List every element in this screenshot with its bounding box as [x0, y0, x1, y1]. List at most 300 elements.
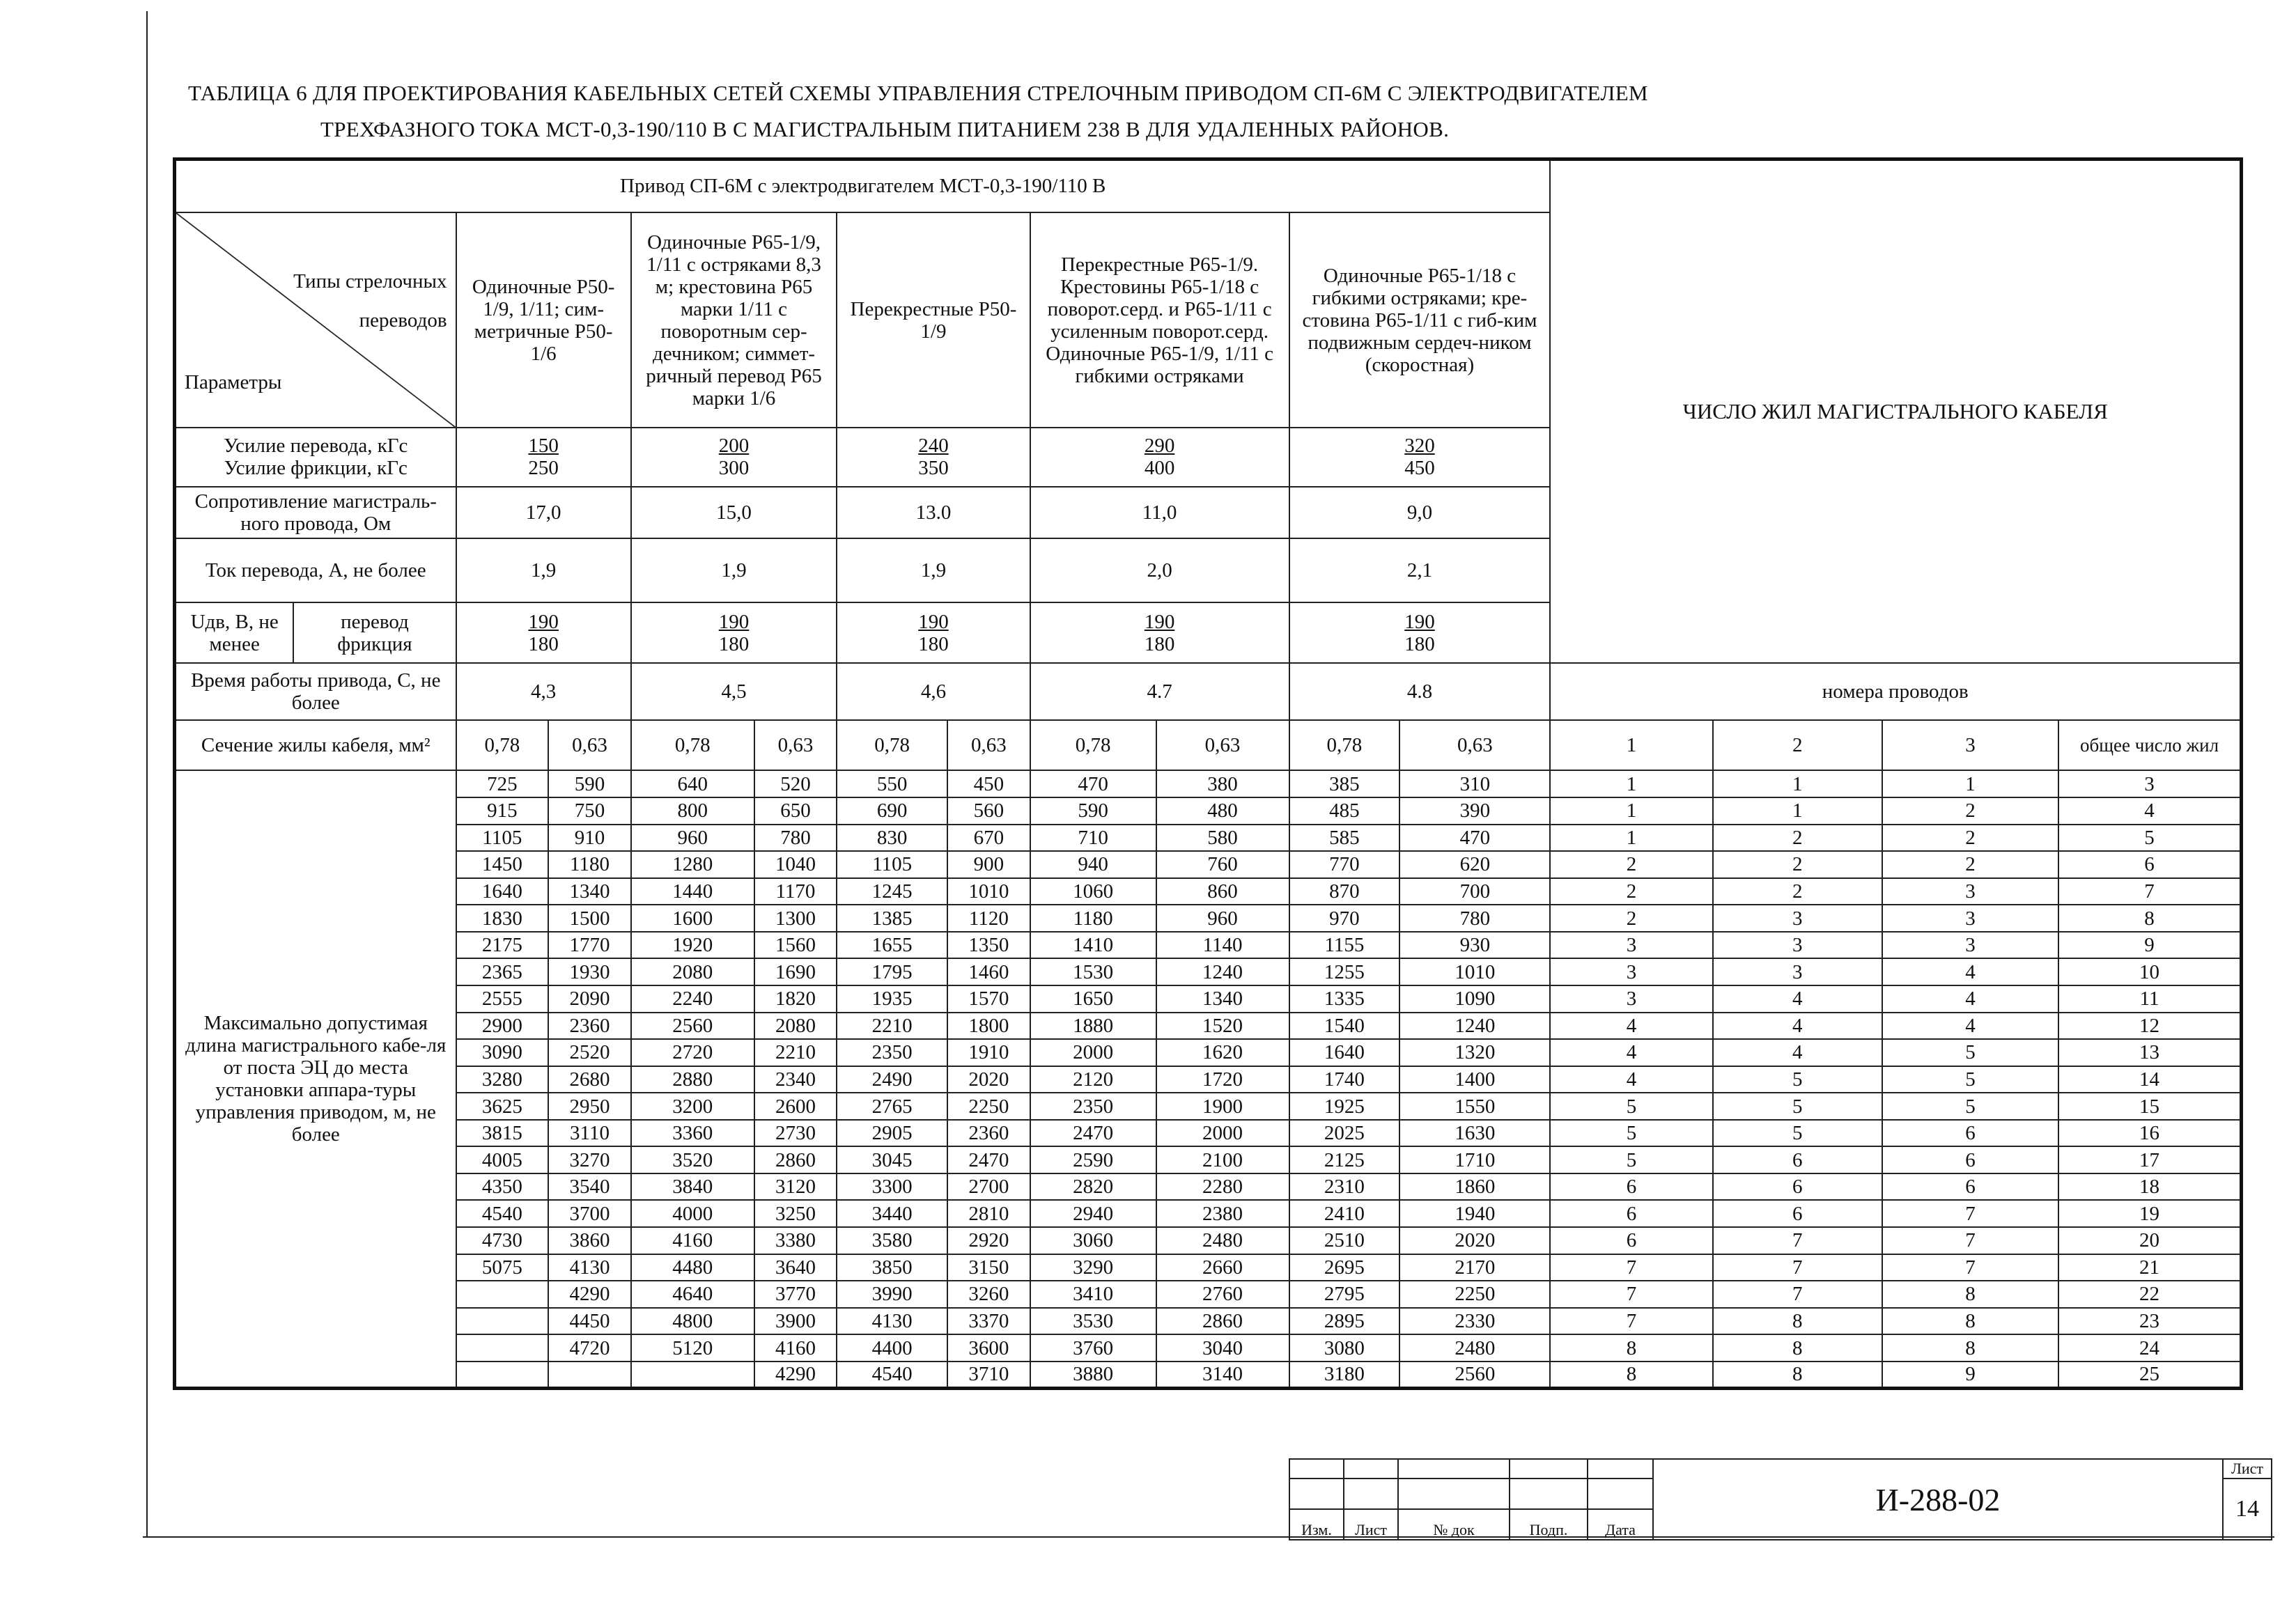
length-cell: 1560 — [754, 932, 837, 959]
wire-cell: 2 — [1550, 878, 1712, 905]
wire-cell: 6 — [1713, 1146, 1882, 1173]
wire-cell: 6 — [1550, 1173, 1712, 1201]
wire-cell: 6 — [2058, 851, 2241, 878]
length-cell: 2090 — [548, 985, 631, 1013]
length-cell: 1640 — [456, 878, 549, 905]
length-cell: 2820 — [1030, 1173, 1156, 1201]
table-row — [175, 851, 2242, 878]
wire-cell: 3 — [2058, 770, 2241, 797]
length-cell: 1620 — [1156, 1039, 1289, 1066]
switch-type-1: Одиночные Р50-1/9, 1/11; сим-метричные Р50-1/6 — [456, 212, 631, 428]
stamp-label: Лист — [1344, 1509, 1398, 1540]
length-cell: 1920 — [631, 932, 754, 959]
length-cell: 1040 — [754, 851, 837, 878]
length-cell: 960 — [631, 825, 754, 852]
udv-value: 190 180 — [837, 602, 1030, 662]
wire-cell: 9 — [2058, 932, 2241, 959]
wire-cell: 17 — [2058, 1146, 2241, 1173]
length-cell: 3880 — [1030, 1362, 1156, 1389]
length-cell: 2240 — [631, 985, 754, 1013]
length-cell: 2510 — [1289, 1227, 1400, 1254]
wire-cell: 6 — [1713, 1200, 1882, 1227]
length-cell: 1140 — [1156, 932, 1289, 959]
force-value: 200 300 — [631, 428, 837, 486]
wire-cell: 10 — [2058, 958, 2241, 985]
length-cell: 3710 — [947, 1362, 1030, 1389]
length-cell: 1450 — [456, 851, 549, 878]
wire-cell: 4 — [1882, 1013, 2058, 1040]
length-cell: 590 — [548, 770, 631, 797]
length-cell: 2020 — [1399, 1227, 1550, 1254]
length-cell: 1520 — [1156, 1013, 1289, 1040]
length-cell: 3770 — [754, 1281, 837, 1308]
wire-cell: 7 — [1550, 1281, 1712, 1308]
resistance-value: 9,0 — [1289, 487, 1551, 538]
length-cell: 2080 — [754, 1013, 837, 1040]
length-cell: 3900 — [754, 1308, 837, 1335]
length-cell: 3850 — [837, 1254, 947, 1281]
length-cell: 2360 — [548, 1013, 631, 1040]
wire-cell: 3 — [1550, 932, 1712, 959]
length-cell: 2680 — [548, 1066, 631, 1093]
wire-cell: 4 — [1713, 1039, 1882, 1066]
section-value: 0,78 — [631, 720, 754, 770]
wire-cell: 3 — [1713, 958, 1882, 985]
wire-header: 2 — [1713, 720, 1882, 770]
wire-cell: 19 — [2058, 1200, 2241, 1227]
length-cell: 3640 — [754, 1254, 837, 1281]
length-cell: 1820 — [754, 985, 837, 1013]
wire-cell: 6 — [1882, 1120, 2058, 1147]
length-cell: 2470 — [1030, 1120, 1156, 1147]
wire-cell: 3 — [1550, 958, 1712, 985]
length-cell: 2350 — [837, 1039, 947, 1066]
length-cell: 1500 — [548, 905, 631, 932]
length-cell: 3060 — [1030, 1227, 1156, 1254]
length-cell: 4540 — [456, 1200, 549, 1227]
length-cell: 2900 — [456, 1013, 549, 1040]
length-cell — [456, 1334, 549, 1362]
length-cell: 3080 — [1289, 1334, 1400, 1362]
length-cell — [456, 1308, 549, 1335]
length-cell: 1935 — [837, 985, 947, 1013]
length-cell: 1860 — [1399, 1173, 1550, 1201]
time-value: 4,6 — [837, 663, 1030, 720]
length-cell: 3090 — [456, 1039, 549, 1066]
length-cell: 2350 — [1030, 1093, 1156, 1120]
length-cell: 385 — [1289, 770, 1400, 797]
length-cell: 1340 — [1156, 985, 1289, 1013]
wire-cell: 2 — [1550, 905, 1712, 932]
stamp-label: № док — [1398, 1509, 1510, 1540]
length-cell: 2760 — [1156, 1281, 1289, 1308]
length-cell: 970 — [1289, 905, 1400, 932]
length-cell: 1900 — [1156, 1093, 1289, 1120]
length-cell: 2720 — [631, 1039, 754, 1066]
table-row — [175, 1066, 2242, 1093]
force-value: 150 250 — [456, 428, 631, 486]
wire-cell: 5 — [1550, 1120, 1712, 1147]
wire-cell: 23 — [2058, 1308, 2241, 1335]
wire-header: 3 — [1882, 720, 2058, 770]
length-cell: 3150 — [947, 1254, 1030, 1281]
length-cell: 3045 — [837, 1146, 947, 1173]
length-cell: 3040 — [1156, 1334, 1289, 1362]
length-cell: 1010 — [1399, 958, 1550, 985]
length-cell: 1180 — [548, 851, 631, 878]
length-cell: 1710 — [1399, 1146, 1550, 1173]
length-cell: 1240 — [1156, 958, 1289, 985]
sheet-label: Лист — [2223, 1459, 2272, 1479]
length-cell: 3180 — [1289, 1362, 1400, 1389]
length-cell: 1880 — [1030, 1013, 1156, 1040]
length-cell: 4400 — [837, 1334, 947, 1362]
udv-label: Uдв, В, не менее — [175, 602, 294, 662]
length-cell: 3530 — [1030, 1308, 1156, 1335]
length-cell: 1600 — [631, 905, 754, 932]
length-cell: 1180 — [1030, 905, 1156, 932]
current-value: 1,9 — [837, 538, 1030, 602]
resistance-value: 13.0 — [837, 487, 1030, 538]
wire-cell: 2 — [1713, 825, 1882, 852]
wire-cell: 6 — [1550, 1227, 1712, 1254]
length-cell: 3700 — [548, 1200, 631, 1227]
length-cell: 1800 — [947, 1013, 1030, 1040]
length-cell: 800 — [631, 797, 754, 825]
length-cell: 2210 — [754, 1039, 837, 1066]
length-cell: 770 — [1289, 851, 1400, 878]
wire-cell: 4 — [1550, 1039, 1712, 1066]
udv-value: 190 180 — [1030, 602, 1289, 662]
parameters-label: Параметры — [185, 371, 282, 394]
title-line-1: ТАБЛИЦА 6 ДЛЯ ПРОЕКТИРОВАНИЯ КАБЕЛЬНЫХ СЕТЕЙ СХЕМЫ УПРАВЛЕНИЯ СТРЕЛОЧНЫМ ПРИВОДОМ СП-6М С ЭЛЕКТРОДВИГАТЕЛЕМ — [188, 81, 1648, 105]
current-value: 1,9 — [456, 538, 631, 602]
length-cell: 3110 — [548, 1120, 631, 1147]
wire-cell: 9 — [1882, 1362, 2058, 1389]
length-cell: 1690 — [754, 958, 837, 985]
table-row — [175, 932, 2242, 959]
stamp-label: Изм. — [1289, 1509, 1344, 1540]
time-label: Время работы привода, С, не более — [175, 663, 456, 720]
wire-cell: 3 — [1882, 905, 2058, 932]
length-cell: 4800 — [631, 1308, 754, 1335]
cable-cores-title: ЧИСЛО ЖИЛ МАГИСТРАЛЬНОГО КАБЕЛЯ — [1550, 159, 2241, 663]
wire-cell: 8 — [1550, 1334, 1712, 1362]
length-cell: 2340 — [754, 1066, 837, 1093]
wire-cell: 24 — [2058, 1334, 2241, 1362]
current-value: 2,0 — [1030, 538, 1289, 602]
wire-cell: 3 — [1550, 985, 1712, 1013]
time-value: 4.8 — [1289, 663, 1551, 720]
length-cell: 1320 — [1399, 1039, 1550, 1066]
length-cell: 1540 — [1289, 1013, 1400, 1040]
length-cell: 1105 — [456, 825, 549, 852]
udv-value: 190 180 — [456, 602, 631, 662]
table-row — [175, 985, 2242, 1013]
length-cell — [456, 1281, 549, 1308]
length-cell: 520 — [754, 770, 837, 797]
table-row — [175, 1308, 2242, 1335]
length-cell: 3860 — [548, 1227, 631, 1254]
drive-header: Привод СП-6М с электродвигателем МСТ-0,3-190/110 В — [175, 159, 1551, 212]
length-cell: 4540 — [837, 1362, 947, 1389]
length-cell: 2600 — [754, 1093, 837, 1120]
length-cell: 2480 — [1399, 1334, 1550, 1362]
length-cell: 3280 — [456, 1066, 549, 1093]
length-cell: 2880 — [631, 1066, 754, 1093]
wire-cell: 5 — [1882, 1039, 2058, 1066]
wire-cell: 1 — [1550, 825, 1712, 852]
switch-types-label: Типы стрелочных переводов — [293, 270, 447, 331]
table-row — [175, 770, 2242, 797]
length-cell: 2250 — [947, 1093, 1030, 1120]
length-cell: 1650 — [1030, 985, 1156, 1013]
wire-cell: 4 — [1550, 1013, 1712, 1040]
wire-cell: 8 — [1882, 1334, 2058, 1362]
wire-cell: 2 — [1882, 851, 2058, 878]
length-cell: 1940 — [1399, 1200, 1550, 1227]
length-cell: 2470 — [947, 1146, 1030, 1173]
section-value: 0,78 — [837, 720, 947, 770]
wire-cell: 4 — [1550, 1066, 1712, 1093]
length-cell: 640 — [631, 770, 754, 797]
length-cell: 700 — [1399, 878, 1550, 905]
length-cell: 725 — [456, 770, 549, 797]
length-cell: 470 — [1030, 770, 1156, 797]
length-cell: 620 — [1399, 851, 1550, 878]
table-row — [175, 958, 2242, 985]
section-label: Сечение жилы кабеля, мм² — [175, 720, 456, 770]
wire-cell: 4 — [1882, 958, 2058, 985]
length-cell: 3580 — [837, 1227, 947, 1254]
length-cell: 4640 — [631, 1281, 754, 1308]
time-value: 4,5 — [631, 663, 837, 720]
length-cell: 1630 — [1399, 1120, 1550, 1147]
length-cell: 2120 — [1030, 1066, 1156, 1093]
length-cell: 2310 — [1289, 1173, 1400, 1201]
wire-cell: 7 — [1713, 1227, 1882, 1254]
length-cell: 2730 — [754, 1120, 837, 1147]
length-cell: 1120 — [947, 905, 1030, 932]
length-cell: 650 — [754, 797, 837, 825]
length-cell: 830 — [837, 825, 947, 852]
wire-cell: 22 — [2058, 1281, 2241, 1308]
length-cell: 3290 — [1030, 1254, 1156, 1281]
switch-type-3: Перекрестные Р50-1/9 — [837, 212, 1030, 428]
length-cell: 2795 — [1289, 1281, 1400, 1308]
switch-type-4: Перекрестные Р65-1/9. Крестовины Р65-1/18 с поворот.серд. и Р65-1/11 с усиленным поворот.серд. Одиночные Р65-1/9, 1/11 с гибкими остряками — [1030, 212, 1289, 428]
length-cell: 4160 — [631, 1227, 754, 1254]
length-cell: 3360 — [631, 1120, 754, 1147]
wire-cell: 14 — [2058, 1066, 2241, 1093]
length-cell: 2330 — [1399, 1308, 1550, 1335]
length-cell: 2860 — [1156, 1308, 1289, 1335]
force-value: 240 350 — [837, 428, 1030, 486]
section-value: 0,63 — [754, 720, 837, 770]
length-cell: 2025 — [1289, 1120, 1400, 1147]
table-row — [175, 1013, 2242, 1040]
length-cell: 2950 — [548, 1093, 631, 1120]
length-cell: 1245 — [837, 878, 947, 905]
length-cell: 2905 — [837, 1120, 947, 1147]
wire-cell: 7 — [2058, 878, 2241, 905]
length-cell: 3600 — [947, 1334, 1030, 1362]
wire-cell: 8 — [1882, 1308, 2058, 1335]
wire-cell: 5 — [1713, 1066, 1882, 1093]
length-cell: 560 — [947, 797, 1030, 825]
resistance-label: Сопротивление магистраль-ного провода, Ом — [175, 487, 456, 538]
length-cell — [456, 1362, 549, 1389]
resistance-value: 15,0 — [631, 487, 837, 538]
length-cell: 1300 — [754, 905, 837, 932]
length-cell: 2560 — [631, 1013, 754, 1040]
length-cell: 1170 — [754, 878, 837, 905]
wire-cell: 2 — [1882, 825, 2058, 852]
stamp-label: Подп. — [1510, 1509, 1588, 1540]
section-value: 0,78 — [456, 720, 549, 770]
current-value: 2,1 — [1289, 538, 1551, 602]
length-cell: 1640 — [1289, 1039, 1400, 1066]
length-cell: 750 — [548, 797, 631, 825]
wire-cell: 20 — [2058, 1227, 2241, 1254]
length-cell: 3840 — [631, 1173, 754, 1201]
length-cell: 3140 — [1156, 1362, 1289, 1389]
wire-cell: 8 — [1713, 1362, 1882, 1389]
wire-numbers-title: номера проводов — [1550, 663, 2241, 720]
switch-type-5: Одиночные Р65-1/18 с гибкими остряками; кре-стовина Р65-1/11 с гиб-ким подвижным сердеч-ником (скоростная) — [1289, 212, 1551, 428]
length-cell: 390 — [1399, 797, 1550, 825]
length-cell: 2100 — [1156, 1146, 1289, 1173]
length-cell: 915 — [456, 797, 549, 825]
udv-value: 190 180 — [631, 602, 837, 662]
length-cell: 960 — [1156, 905, 1289, 932]
wire-cell: 12 — [2058, 1013, 2241, 1040]
wire-cell: 6 — [1882, 1146, 2058, 1173]
table-row — [175, 1227, 2242, 1254]
length-cell: 780 — [754, 825, 837, 852]
table-row — [175, 1200, 2242, 1227]
length-cell: 1925 — [1289, 1093, 1400, 1120]
length-cell: 2250 — [1399, 1281, 1550, 1308]
wire-cell: 1 — [1550, 797, 1712, 825]
length-cell: 1090 — [1399, 985, 1550, 1013]
sheet-number: 14 — [2223, 1479, 2272, 1540]
section-value: 0,63 — [1156, 720, 1289, 770]
length-cell: 3440 — [837, 1200, 947, 1227]
section-value: 0,78 — [1030, 720, 1156, 770]
wire-cell: 25 — [2058, 1362, 2241, 1389]
length-cell: 2810 — [947, 1200, 1030, 1227]
length-cell: 1240 — [1399, 1013, 1550, 1040]
length-cell: 760 — [1156, 851, 1289, 878]
length-cell: 900 — [947, 851, 1030, 878]
wire-cell: 4 — [1882, 985, 2058, 1013]
length-cell: 1385 — [837, 905, 947, 932]
wire-cell: 1 — [1550, 770, 1712, 797]
wire-cell: 5 — [2058, 825, 2241, 852]
wire-cell: 3 — [1882, 878, 2058, 905]
length-cell: 1335 — [1289, 985, 1400, 1013]
table-row — [175, 797, 2242, 825]
wire-cell: 8 — [1550, 1362, 1712, 1389]
data-rows — [175, 770, 2242, 1388]
length-cell: 870 — [1289, 878, 1400, 905]
title-line-2: ТРЕХФАЗНОГО ТОКА МСТ-0,3-190/110 В С МАГИСТРАЛЬНЫМ ПИТАНИЕМ 238 В ДЛЯ УДАЛЕННЫХ РАЙОНОВ. — [320, 117, 1450, 141]
force-value: 290 400 — [1030, 428, 1289, 486]
length-cell: 470 — [1399, 825, 1550, 852]
length-cell: 3760 — [1030, 1334, 1156, 1362]
length-cell: 2895 — [1289, 1308, 1400, 1335]
length-cell: 860 — [1156, 878, 1289, 905]
length-cell: 910 — [548, 825, 631, 852]
length-cell: 2590 — [1030, 1146, 1156, 1173]
wire-cell: 7 — [1882, 1227, 2058, 1254]
current-label: Ток перевода, А, не более — [175, 538, 456, 602]
wire-cell: 8 — [1882, 1281, 2058, 1308]
length-cell: 1350 — [947, 932, 1030, 959]
resistance-value: 17,0 — [456, 487, 631, 538]
length-cell: 1440 — [631, 878, 754, 905]
length-cell: 2170 — [1399, 1254, 1550, 1281]
wire-cell: 7 — [1882, 1254, 2058, 1281]
wire-cell: 6 — [1882, 1173, 2058, 1201]
length-cell: 1410 — [1030, 932, 1156, 959]
length-cell: 2940 — [1030, 1200, 1156, 1227]
section-value: 0,63 — [947, 720, 1030, 770]
length-cell: 1010 — [947, 878, 1030, 905]
length-cell: 3380 — [754, 1227, 837, 1254]
length-cell: 1060 — [1030, 878, 1156, 905]
table-row — [175, 1334, 2242, 1362]
wire-cell: 5 — [1550, 1146, 1712, 1173]
length-cell: 3370 — [947, 1308, 1030, 1335]
length-cell: 4720 — [548, 1334, 631, 1362]
length-cell: 1155 — [1289, 932, 1400, 959]
wire-cell: 2 — [1882, 797, 2058, 825]
wire-cell: 7 — [1550, 1254, 1712, 1281]
length-cell: 1910 — [947, 1039, 1030, 1066]
switch-type-2: Одиночные Р65-1/9, 1/11 с остряками 8,3 м; крестовина Р65 марки 1/11 с поворотным сер-дечником; симмет-ричный перевод Р65 марки 1/6 — [631, 212, 837, 428]
wire-header: 1 — [1550, 720, 1712, 770]
length-cell: 2280 — [1156, 1173, 1289, 1201]
table-row — [175, 825, 2242, 852]
stamp-label: Дата — [1588, 1509, 1653, 1540]
length-cell: 1720 — [1156, 1066, 1289, 1093]
length-cell: 4160 — [754, 1334, 837, 1362]
length-cell: 1340 — [548, 878, 631, 905]
length-cell: 485 — [1289, 797, 1400, 825]
length-cell: 480 — [1156, 797, 1289, 825]
table-row — [175, 1173, 2242, 1201]
wire-cell: 21 — [2058, 1254, 2241, 1281]
length-cell: 780 — [1399, 905, 1550, 932]
length-cell: 3990 — [837, 1281, 947, 1308]
wire-cell: 5 — [1550, 1093, 1712, 1120]
length-cell: 3540 — [548, 1173, 631, 1201]
time-value: 4.7 — [1030, 663, 1289, 720]
length-cell: 4130 — [548, 1254, 631, 1281]
length-cell: 2555 — [456, 985, 549, 1013]
length-cell: 4730 — [456, 1227, 549, 1254]
length-cell: 3300 — [837, 1173, 947, 1201]
length-cell: 5075 — [456, 1254, 549, 1281]
length-cell: 2560 — [1399, 1362, 1550, 1389]
title-block-stamp — [1289, 1458, 2272, 1536]
length-cell: 1280 — [631, 851, 754, 878]
wire-cell: 1 — [1882, 770, 2058, 797]
table-row — [175, 1146, 2242, 1173]
length-cell: 450 — [947, 770, 1030, 797]
